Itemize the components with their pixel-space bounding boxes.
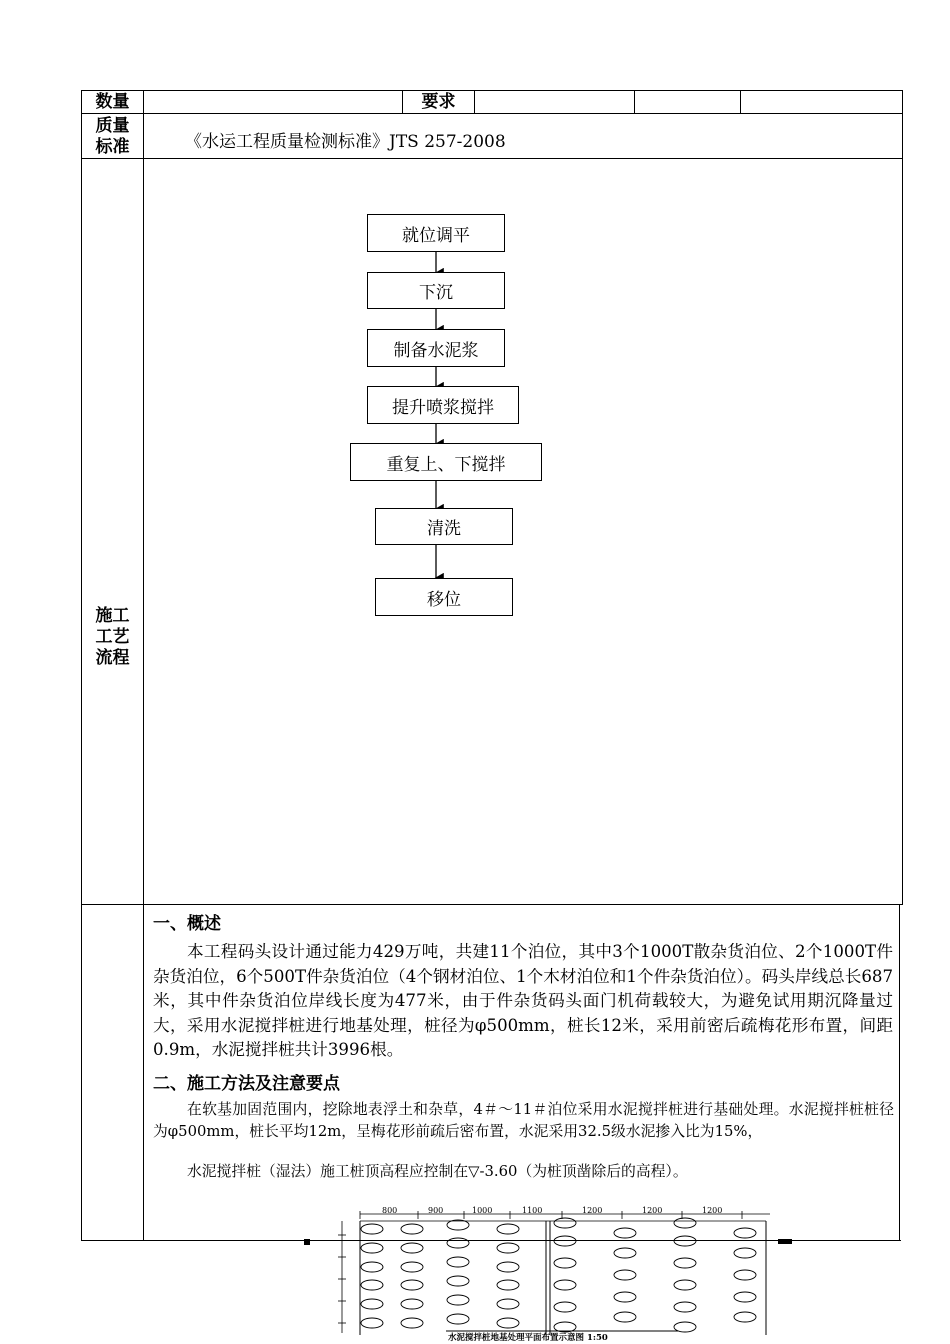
section2-paragraph2: 水泥搅拌桩（湿法）施工桩顶高程应控制在▽-3.60（为桩顶凿除后的高程）。 [187, 1163, 688, 1180]
section1-heading: 一、概述 [153, 914, 221, 934]
quantity-label: 数量 [95, 92, 130, 112]
flow-step-repeat-mix: 重复上、下搅拌 [350, 443, 542, 481]
flow-step-lift-spray-mix: 提升喷浆搅拌 [367, 386, 519, 424]
pile-layout-diagram [300, 1205, 800, 1344]
quality-standard-label-line1: 质量 [95, 116, 130, 136]
process-flow-label-line3: 流程 [95, 648, 130, 668]
requirement-label: 要求 [421, 92, 456, 112]
flow-step-move: 移位 [375, 578, 513, 616]
spacing-label-1: 800 [382, 1206, 398, 1215]
diagram-caption: 水泥搅拌桩地基处理平面布置示意图 1:50 [448, 1333, 608, 1343]
flow-step-sink: 下沉 [367, 272, 505, 309]
process-flow-label-line1: 施工 [95, 606, 130, 626]
spacing-label-4: 1100 [522, 1206, 543, 1215]
flow-step-position-level: 就位调平 [367, 214, 505, 252]
spacing-label-6: 1200 [642, 1206, 663, 1215]
quality-standard-label-line2: 标准 [95, 137, 130, 157]
spacing-label-3: 1000 [472, 1206, 493, 1215]
spacing-label-5: 1200 [582, 1206, 603, 1215]
spacing-label-7: 1200 [702, 1206, 723, 1215]
spacing-label-2: 900 [428, 1206, 444, 1215]
flow-step-prepare-slurry: 制备水泥浆 [367, 329, 505, 367]
quality-standard-text: 《水运工程质量检测标准》JTS 257-2008 [185, 132, 506, 152]
section2-paragraph1: 在软基加固范围内，挖除地表浮土和杂草，4＃～11＃泊位采用水泥搅拌桩进行基础处理。水泥搅拌桩桩径为φ500mm，桩长平均12m，呈梅花形前疏后密布置，水泥采用32.5级水泥掺入比为15%， [153, 1101, 894, 1140]
section1-paragraph: 本工程码头设计通过能力429万吨，共建11个泊位，其中3个1000T散杂货泊位、2个1000T件杂货泊位，6个500T件杂货泊位（4个钢材泊位、1个木材泊位和1个件杂货泊位）。码头岸线总长687米，其中件杂货泊位岸线长度为477米，由于件杂货码头面门机荷载较大，为避免试用期沉降量过大，采用水泥搅拌桩进行地基处理，桩径为φ500mm，桩长12米，采用前密后疏梅花形布置，间距0.9m，水泥搅拌桩共计3996根。 [153, 942, 893, 1059]
section2-heading: 二、施工方法及注意要点 [153, 1074, 340, 1094]
process-flow-label-line2: 工艺 [95, 627, 130, 647]
flow-step-clean: 清洗 [375, 508, 513, 545]
